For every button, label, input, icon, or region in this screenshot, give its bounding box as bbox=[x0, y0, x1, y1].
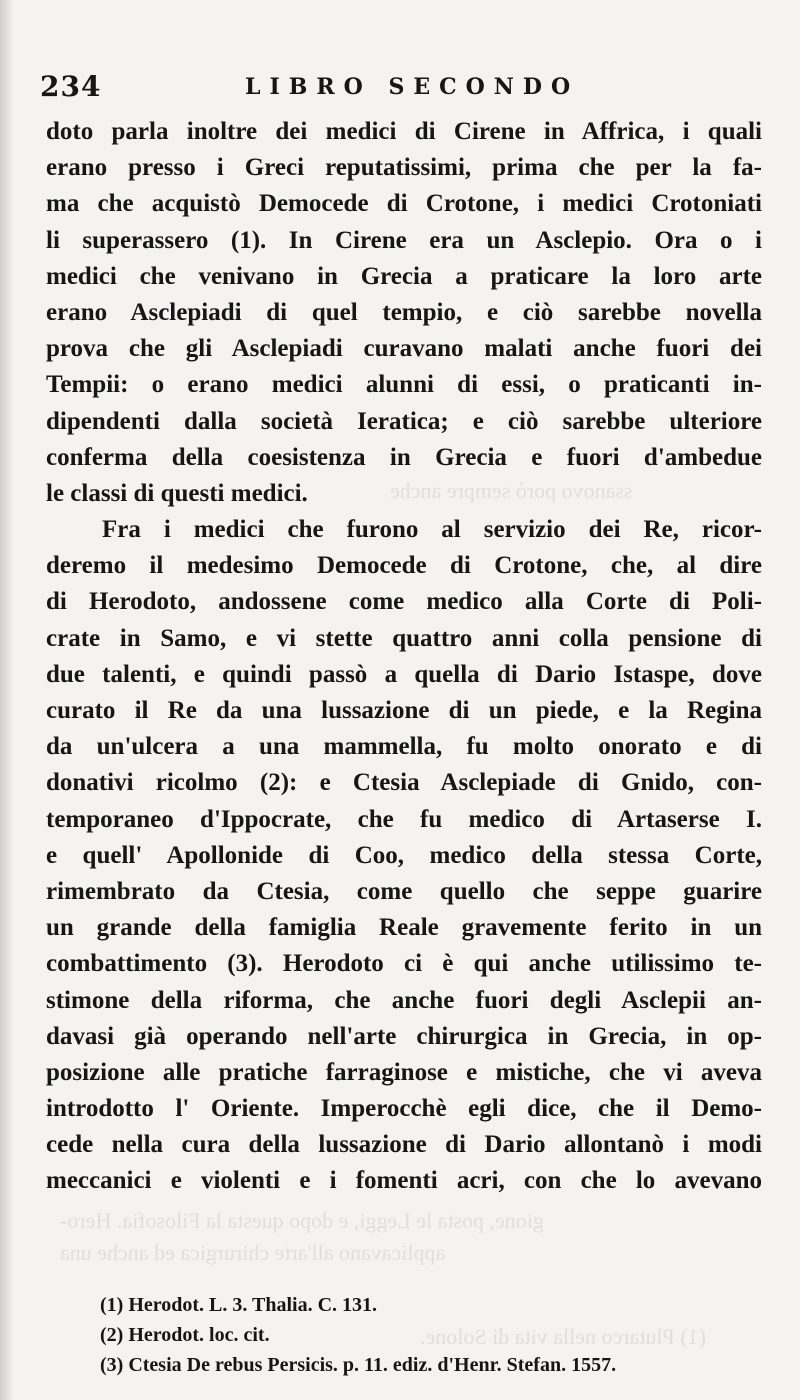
page-edge-shadow bbox=[0, 0, 14, 1400]
text-line: di Herodoto, andossene come medico alla Corte di Poli- bbox=[46, 588, 762, 616]
bleed-through-text: gione, posta le Leggi, e dopo questa la Filosofia. Hero- bbox=[60, 1208, 544, 1233]
text-line: li superassero (1). In Cirene era un Asclepio. Ora o i bbox=[46, 226, 762, 254]
bleed-through-text: ssanovo porò sempre anche bbox=[390, 478, 633, 503]
text-line: meccanici e violenti e i fomenti acri, con che lo avevano bbox=[46, 1167, 762, 1195]
paragraph-first-line: Fra i medici che furono al servizio dei Re, ricor- bbox=[102, 516, 762, 544]
text-line: due talenti, e quindi passò a quella di Dario Istaspe, dove bbox=[46, 660, 762, 688]
footnote: (2) Herodot. loc. cit. bbox=[100, 1324, 270, 1346]
text-line: e quell' Apollonide di Coo, medico della stessa Corte, bbox=[46, 841, 762, 869]
main-text bbox=[46, 114, 762, 1200]
text-line: rimembrato da Ctesia, come quello che seppe guarire bbox=[46, 877, 762, 905]
text-line: Tempii: o erano medici alunni di essi, o praticanti in- bbox=[46, 371, 762, 399]
bleed-through-text: (1) Plutarco nella vita di Solone. bbox=[420, 1324, 706, 1349]
footnote: (3) Ctesia De rebus Persicis. p. 11. ediz. d'Henr. Stefan. 1557. bbox=[100, 1354, 617, 1376]
text-line: erano presso i Greci reputatissimi, prima che per la fa- bbox=[46, 154, 762, 182]
page-header bbox=[40, 70, 760, 106]
text-line: combattimento (3). Herodoto ci è qui anche utilissimo te- bbox=[46, 950, 762, 978]
footnote: (1) Herodot. L. 3. Thalia. C. 131. bbox=[100, 1294, 378, 1316]
text-line: ma che acquistò Democede di Crotone, i medici Crotoniati bbox=[46, 190, 762, 218]
text-line: un grande della famiglia Reale gravemente ferito in un bbox=[46, 914, 762, 942]
text-line: cede nella cura della lussazione di Dario allontanò i modi bbox=[46, 1131, 762, 1159]
text-line: posizione alle pratiche farraginose e mistiche, che vi aveva bbox=[46, 1058, 762, 1086]
text-line: le classi di questi medici. bbox=[46, 479, 308, 507]
text-line: dipendenti dalla società Ieratica; e ciò sarebbe ulteriore bbox=[46, 407, 762, 435]
text-line: da un'ulcera a una mammella, fu molto onorato e di bbox=[46, 733, 762, 761]
text-line: medici che venivano in Grecia a praticare la loro arte bbox=[46, 262, 762, 290]
text-line: prova che gli Asclepiadi curavano malati anche fuori dei bbox=[46, 335, 762, 363]
text-line: conferma della coesistenza in Grecia e fuori d'ambedue bbox=[46, 443, 762, 471]
text-line: stimone della riforma, che anche fuori degli Asclepii an- bbox=[46, 986, 762, 1014]
running-title: LIBRO SECONDO bbox=[245, 74, 580, 100]
text-line: davasi già operando nell'arte chirurgica in Grecia, in op- bbox=[46, 1022, 762, 1050]
text-line: introdotto l' Oriente. Imperocchè egli dice, che il Demo- bbox=[46, 1095, 762, 1123]
text-line: doto parla inoltre dei medici di Cirene in Affrica, i quali bbox=[46, 118, 762, 145]
text-line: crate in Samo, e vi stette quattro anni colla pensione di bbox=[46, 624, 762, 652]
footnotes bbox=[100, 1290, 760, 1380]
text-line: curato il Re da una lussazione di un piede, e la Regina bbox=[46, 697, 762, 724]
text-line: temporaneo d'Ippocrate, che fu medico di Artaserse I. bbox=[46, 805, 762, 833]
text-line: donativi ricolmo (2): e Ctesia Asclepiade di Gnido, con- bbox=[46, 769, 762, 797]
text-line: erano Asclepiadi di quel tempio, e ciò sarebbe novella bbox=[46, 298, 762, 326]
page-number: 234 bbox=[40, 70, 102, 103]
text-line: deremo il medesimo Democede di Crotone, che, al dire bbox=[46, 552, 762, 580]
bleed-through-text: applicavano all'arte chirurgica ed anche una bbox=[60, 1240, 446, 1265]
